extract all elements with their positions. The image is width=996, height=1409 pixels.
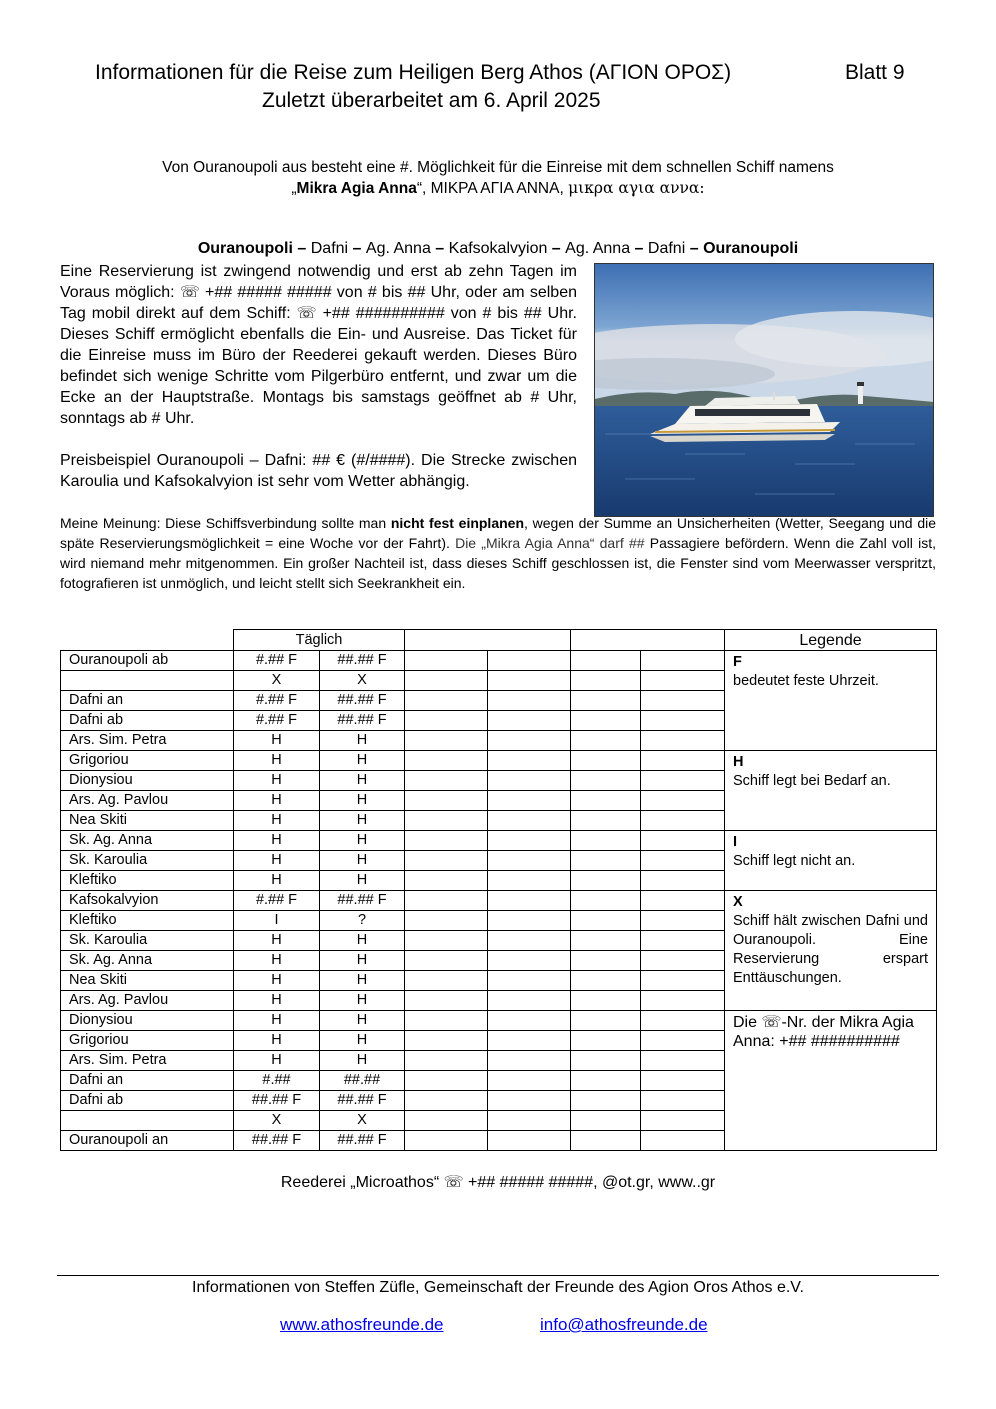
empty-cell [488,771,571,791]
empty-cell [641,911,725,931]
empty-cell [571,871,641,891]
empty-cell [641,1031,725,1051]
departure-time-1: H [234,811,320,831]
departure-time-1: #.## F [234,651,320,671]
departure-time-1: #.## [234,1071,320,1091]
empty-cell [571,671,641,691]
empty-cell [641,891,725,911]
departure-time-1: H [234,971,320,991]
opinion-emphasis: nicht fest einplanen [390,515,525,531]
empty-cell [571,851,641,871]
legend-entry [725,891,937,1011]
empty-cell [405,1011,488,1031]
stop-name: Grigoriou [61,751,234,771]
opinion-lead: Meine Meinung: Diese Schiffsverbindung sollte man [60,515,391,531]
empty-cell [405,971,488,991]
empty-cell [641,751,725,771]
empty-cell [405,851,488,871]
table-row [61,891,937,911]
empty-cell [641,971,725,991]
empty-cell [405,1071,488,1091]
empty-cell [641,851,725,871]
empty-cell [571,771,641,791]
reservation-paragraph: Eine Reservierung ist zwingend notwendig und erst ab zehn Tagen im Voraus möglich: ☏ +## ##### ##### von # bis ## Uhr, oder am selben Tag mobil direkt auf dem Schiff: ☏ +## ########## von # bis ## Uhr. Dieses Schiff ermöglicht ebenfalls die Ein- und Ausreise. Das Ticket für die Einreise muss im Büro der Reederei gekauft werden. Dieses Büro befindet sich wenige Schritte vom Pilgerbüro entfernt, und zwar um die Ecke an der Hauptstraße. Montags bis samstags geöffnet ab # Uhr, sonntags ab # Uhr. [60,263,577,427]
empty-cell [641,691,725,711]
empty-cell [488,1011,571,1031]
departure-time-2: H [320,791,405,811]
ship-photo [594,263,934,517]
route-start: Ouranoupoli [197,240,293,257]
legend-key: F [733,654,742,670]
footer-info: Informationen von Steffen Züfle, Gemeinschaft der Freunde des Agion Oros Athos e.V. [192,1279,804,1296]
departure-time-2: ##.## F [320,1091,405,1111]
legend-text: Schiff legt bei Bedarf an. [733,773,891,789]
departure-time-1: ##.## F [234,1091,320,1111]
departure-time-1: H [234,991,320,1011]
empty-cell [488,1051,571,1071]
empty-cell [488,831,571,851]
empty-cell [488,691,571,711]
opinion-text: Passagiere befördern. Wenn die Zahl voll ist, wird niemand mehr mitgenommen. Ein großer Nachteil ist, dass dieses Schiff geschlossen ist, die Fenster sind vom Meerwasser verspritzt, fotografieren ist unmöglich, und leicht stellt sich Seekrankheit ein. [60,535,936,591]
empty-cell [405,771,488,791]
empty-cell [641,1111,725,1131]
quote-open: „ [291,180,297,197]
empty-cell [488,671,571,691]
departure-time-1: H [234,791,320,811]
empty-cell [571,731,641,751]
empty-cell [571,1031,641,1051]
departure-time-2: X [320,1111,405,1131]
empty-cell [571,831,641,851]
stop-name: Kleftiko [61,911,234,931]
intro-paragraph [60,158,936,199]
empty-cell [488,911,571,931]
empty-cell [405,991,488,1011]
ship-name: Mikra Agia Anna [296,180,417,197]
empty-cell [571,1131,641,1151]
empty-cell [571,1111,641,1131]
empty-cell [405,751,488,771]
price-paragraph: Preisbeispiel Ouranoupoli – Dafni: ## € (#/####). Die Strecke zwischen Karoulia und Kafsokalvyion ist sehr vom Wetter abhängig. [60,452,577,490]
empty-cell [488,1111,571,1131]
empty-cell [571,991,641,1011]
sheet-number: Blatt 9 [845,61,905,84]
empty-cell [641,1091,725,1111]
table-header-row [61,630,937,651]
empty-cell [641,871,725,891]
route-sep: – [348,240,366,257]
stop-name: Dionysiou [61,1011,234,1031]
empty-cell [488,651,571,671]
empty-cell [571,911,641,931]
legend-entry [725,651,937,751]
departure-time-1: H [234,951,320,971]
empty-cell [488,971,571,991]
route-sep: – [547,240,566,257]
stop-name [61,671,234,691]
departure-time-2: ##.## F [320,691,405,711]
empty-cell [488,951,571,971]
stop-name: Ars. Ag. Pavlou [61,991,234,1011]
departure-time-2: ##.## [320,1071,405,1091]
route-end: Ouranoupoli [703,240,799,257]
departure-time-1: H [234,851,320,871]
stop-name: Sk. Ag. Anna [61,951,234,971]
departure-time-1: H [234,1011,320,1031]
legend-key: I [733,834,738,850]
stop-name: Dionysiou [61,771,234,791]
empty-cell [641,831,725,851]
stop-name: Nea Skiti [61,971,234,991]
stop-name: Dafni an [61,691,234,711]
empty-cell [405,811,488,831]
departure-time-2: H [320,811,405,831]
empty-cell [405,791,488,811]
empty-cell [641,731,725,751]
opinion-text: , wegen der Summe an Unsicherheiten (Wetter, Seegang und die späte Reservierungsmöglichkeit = eine Woche vor der Fahrt). [60,515,937,551]
empty-cell [571,1091,641,1111]
stop-name: Kafsokalvyion [61,891,234,911]
empty-cell [571,971,641,991]
route-stop: Ag. Anna [565,240,631,257]
empty-cell [488,731,571,751]
empty-cell [405,711,488,731]
empty-cell [641,1011,725,1031]
empty-cell [641,811,725,831]
departure-time-1: H [234,731,320,751]
empty-cell [488,751,571,771]
departure-time-2: H [320,771,405,791]
timetable [60,629,937,1151]
opinion-paragraph [60,513,936,593]
departure-time-2: H [320,871,405,891]
empty-cell [405,891,488,911]
departure-time-2: H [320,831,405,851]
empty-cell [405,911,488,931]
empty-cell [405,931,488,951]
header-legend: Legende [725,630,937,651]
empty-cell [488,1131,571,1151]
stop-name: Dafni ab [61,711,234,731]
stop-name: Ars. Ag. Pavlou [61,791,234,811]
empty-cell [488,1071,571,1091]
departure-time-2: ##.## F [320,891,405,911]
phone-note-cell [725,1011,937,1151]
empty-cell [488,851,571,871]
departure-time-1: ##.## F [234,1131,320,1151]
legend-key: X [733,894,743,910]
empty-cell [641,951,725,971]
departure-time-1: #.## F [234,691,320,711]
route-sep: – [630,240,648,257]
email-link[interactable]: info@athosfreunde.de [540,1315,708,1334]
stop-name: Sk. Karoulia [61,851,234,871]
legend-entry [725,751,937,831]
departure-time-1: X [234,671,320,691]
empty-cell [571,931,641,951]
empty-cell [571,1051,641,1071]
empty-cell [571,1071,641,1091]
legend-key: H [733,754,744,770]
empty-cell [571,951,641,971]
departure-time-2: H [320,1031,405,1051]
empty-cell [405,1091,488,1111]
route-sep: – [685,240,704,257]
stop-name: Nea Skiti [61,811,234,831]
empty-cell [571,1011,641,1031]
legend-text: bedeutet feste Uhrzeit. [733,673,879,689]
route-line [60,240,936,258]
empty-cell [571,811,641,831]
departure-time-1: H [234,751,320,771]
departure-time-2: ? [320,911,405,931]
empty-cell [641,791,725,811]
departure-time-2: X [320,671,405,691]
empty-cell [488,791,571,811]
empty-cell [405,1131,488,1151]
empty-cell [641,771,725,791]
empty-cell [405,731,488,751]
departure-time-2: H [320,1011,405,1031]
empty-cell [405,691,488,711]
empty-cell [405,831,488,851]
empty-cell [405,1031,488,1051]
departure-time-1: X [234,1111,320,1131]
empty-cell [405,951,488,971]
empty-cell [405,671,488,691]
opinion-text: Die „Mikra Agia Anna“ darf ## [455,535,650,551]
departure-time-1: H [234,831,320,851]
departure-time-2: H [320,971,405,991]
empty-cell [488,931,571,951]
empty-cell [641,1071,725,1091]
route-sep: – [430,240,449,257]
website-link[interactable]: www.athosfreunde.de [280,1315,444,1334]
empty-cell [405,871,488,891]
empty-cell [641,711,725,731]
empty-cell [641,671,725,691]
route-stop: Kafsokalvyion [448,240,548,257]
legend-text: Schiff hält zwischen Dafni und Ouranoupoli. Eine Reservierung erspart Enttäuschungen. [733,913,928,986]
empty-cell [488,811,571,831]
departure-time-2: ##.## F [320,711,405,731]
stop-name: Ouranoupoli ab [61,651,234,671]
stop-name: Ouranoupoli an [61,1131,234,1151]
shipping-company: Reederei „Microathos“ ☏ +## ##### #####, @ot.gr, www..gr [280,1174,716,1191]
stop-name: Grigoriou [61,1031,234,1051]
route-stop: Dafni [310,240,349,257]
legend-entry [725,831,937,891]
empty-cell [571,711,641,731]
empty-cell [641,1051,725,1071]
departure-time-1: H [234,771,320,791]
empty-cell [488,891,571,911]
departure-time-2: H [320,731,405,751]
stop-name: Sk. Ag. Anna [61,831,234,851]
departure-time-1: I [234,911,320,931]
empty-cell [488,871,571,891]
intro-line: Von Ouranoupoli aus besteht eine #. Möglichkeit für die Einreise mit dem schnellen Schiff namens [162,159,834,176]
empty-cell [488,1031,571,1051]
departure-time-2: ##.## F [320,1131,405,1151]
stop-name: Ars. Sim. Petra [61,731,234,751]
departure-time-2: H [320,991,405,1011]
document-title: Informationen für die Reise zum Heiligen Berg Athos (ΑΓΙΟΝ ΟΡΟΣ) [95,61,732,84]
stop-name: Ars. Sim. Petra [61,1051,234,1071]
empty-cell [488,711,571,731]
departure-time-2: H [320,1051,405,1071]
stop-name: Dafni an [61,1071,234,1091]
table-row [61,1011,937,1031]
departure-time-2: ##.## F [320,651,405,671]
departure-time-2: H [320,751,405,771]
table-row [61,751,937,771]
departure-time-2: H [320,931,405,951]
empty-cell [405,1051,488,1071]
ship-name-greek-lower: μικρα αγια αννα: [568,179,705,197]
empty-cell [405,651,488,671]
stop-name [61,1111,234,1131]
stop-name: Kleftiko [61,871,234,891]
empty-cell [571,791,641,811]
empty-cell [641,931,725,951]
empty-cell [488,991,571,1011]
empty-cell [488,1091,571,1111]
departure-time-1: #.## F [234,711,320,731]
header-daily: Täglich [234,630,405,651]
empty-cell [641,651,725,671]
empty-cell [571,891,641,911]
departure-time-1: H [234,931,320,951]
empty-cell [405,1111,488,1131]
route-stop: Ag. Anna [365,240,431,257]
departure-time-1: H [234,1051,320,1071]
empty-cell [571,751,641,771]
table-row [61,651,937,671]
empty-cell [571,651,641,671]
footer-divider [57,1275,939,1276]
departure-time-1: H [234,1031,320,1051]
departure-time-2: H [320,951,405,971]
departure-time-1: #.## F [234,891,320,911]
stop-name: Sk. Karoulia [61,931,234,951]
last-updated: Zuletzt überarbeitet am 6. April 2025 [262,89,601,112]
legend-text: Schiff legt nicht an. [733,853,856,869]
stop-name: Dafni ab [61,1091,234,1111]
table-row [61,831,937,851]
ship-name-greek: “, ΜΙΚΡΑ ΑΓΙΑ ΑΝΝΑ, [416,180,569,197]
departure-time-1: H [234,871,320,891]
phone-note: Die ☏-Nr. der Mikra Agia Anna: +## ########## [733,1014,914,1050]
departure-time-2: H [320,851,405,871]
empty-cell [571,691,641,711]
empty-cell [641,1131,725,1151]
route-sep: – [292,240,311,257]
empty-cell [641,991,725,1011]
route-stop: Dafni [647,240,686,257]
